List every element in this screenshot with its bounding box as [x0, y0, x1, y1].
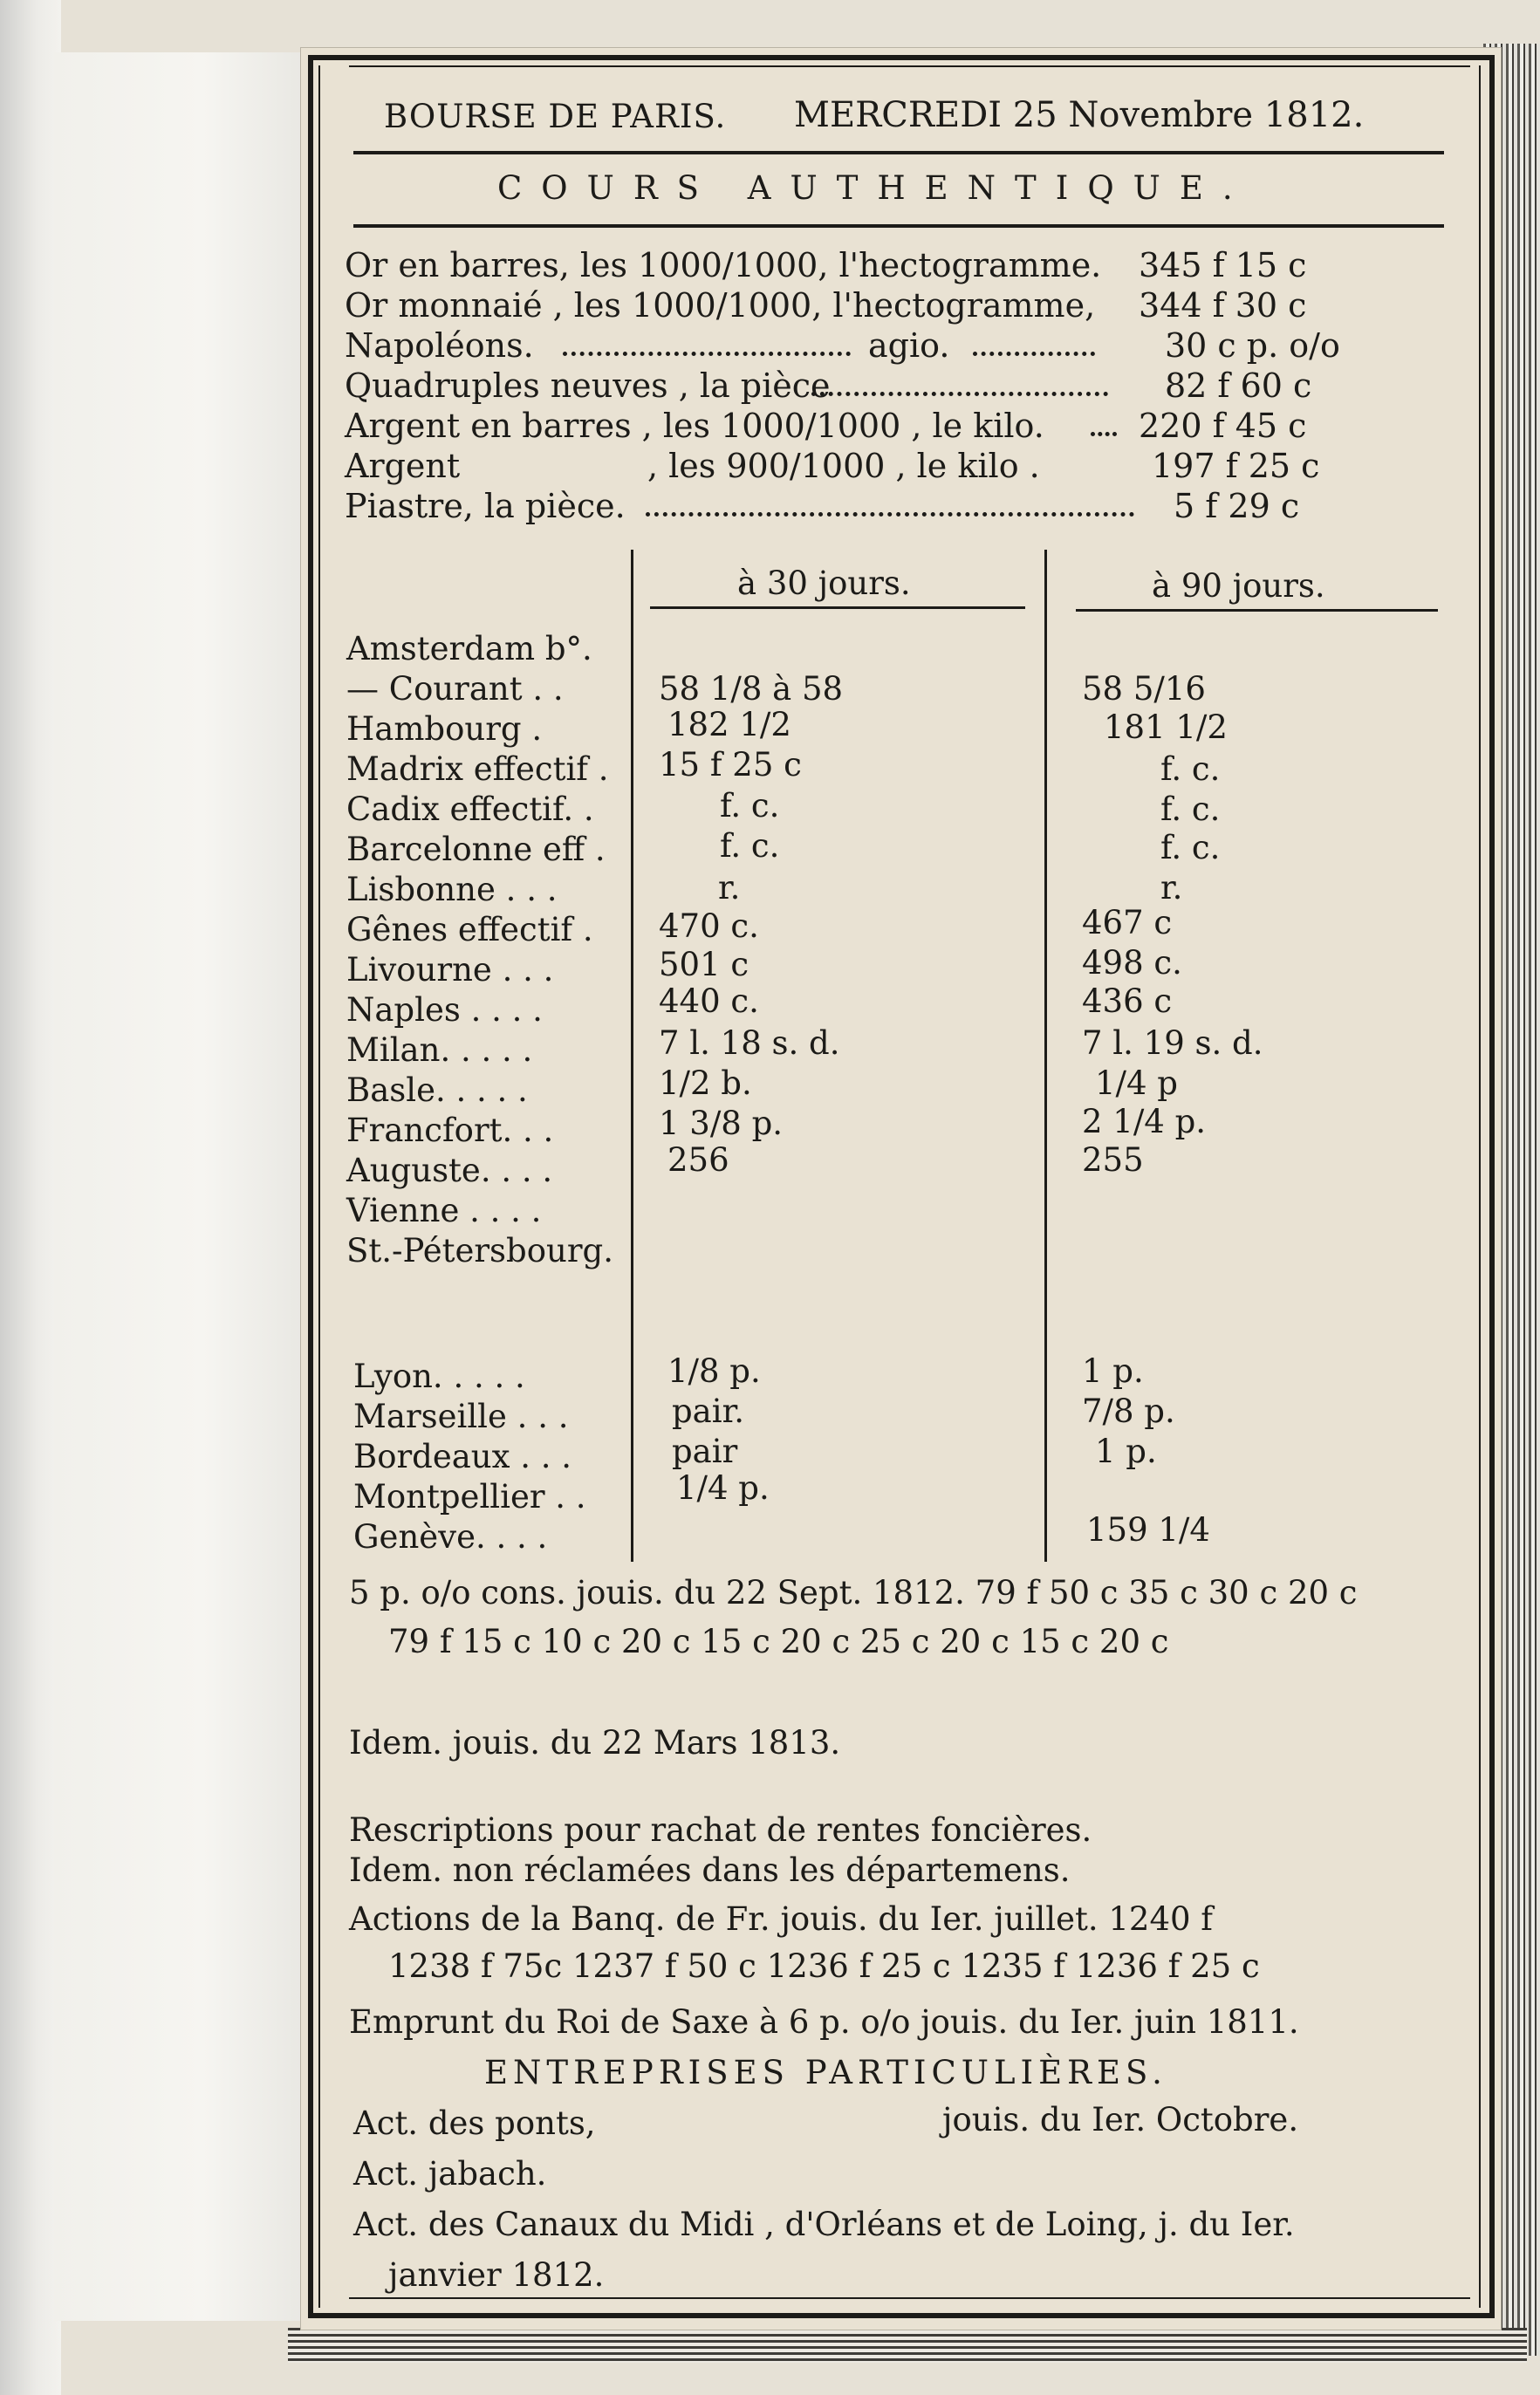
column-90-jours: à 90 jours. — [1152, 567, 1325, 605]
act-ponts-jouis: jouis. du Ier. Octobre. — [942, 2101, 1299, 2138]
act-canaux-date: janvier 1812. — [388, 2256, 605, 2294]
rate-30: 7 l. 18 s. d. — [659, 1024, 840, 1062]
place-madrid: Madrix effectif . — [346, 750, 609, 788]
rate-90: 467 c — [1082, 904, 1173, 941]
metal-mid: agio. — [868, 326, 950, 365]
rate-90: f. c. — [1160, 829, 1221, 866]
metal-value: 197 f 25 c — [1152, 447, 1320, 485]
place-geneve: Genève. . . . — [353, 1518, 548, 1556]
leader-dots — [973, 352, 1095, 356]
place-auguste: Auguste. . . . — [346, 1152, 553, 1189]
metal-label: Argent — [345, 447, 461, 485]
metal-value: 82 f 60 c — [1165, 366, 1312, 405]
metal-label: Or en barres, les 1000/1000, l'hectogramme. — [345, 246, 1102, 284]
place-vienne: Vienne . . . . — [346, 1192, 542, 1229]
rate-90: 1/4 p — [1095, 1064, 1178, 1102]
rate-90: 181 1/2 — [1104, 708, 1228, 746]
rate-90: r. — [1160, 869, 1183, 907]
rescriptions: Rescriptions pour rachat de rentes foncières. — [349, 1811, 1092, 1849]
column-30-jours: à 30 jours. — [737, 565, 911, 602]
frame-left — [308, 55, 313, 2318]
place-livourne: Livourne . . . — [346, 951, 554, 989]
rate-30: 440 c. — [659, 982, 759, 1020]
rate-90: 1 p. — [1082, 1352, 1144, 1390]
rate-30: r. — [718, 869, 741, 907]
place-barcelonne: Barcelonne eff . — [346, 831, 606, 868]
column-30-rule — [650, 606, 1025, 609]
act-ponts: Act. des ponts, — [353, 2104, 596, 2142]
frame-inner-bottom — [349, 2297, 1470, 2299]
act-jabach: Act. jabach. — [353, 2155, 547, 2193]
rate-90: f. c. — [1160, 750, 1221, 788]
metal-label: Piastre, la pièce. — [345, 487, 626, 525]
metal-label: Argent en barres , les 1000/1000 , le kilo. — [345, 407, 1044, 445]
metal-label: Or monnaié , les 1000/1000, l'hectogramme, — [345, 286, 1096, 325]
leader-dots — [1091, 432, 1117, 436]
rentes-line-2: 79 f 15 c 10 c 20 c 15 c 20 c 25 c 20 c 15 c 20 c — [388, 1623, 1169, 1660]
metal-value: 5 f 29 c — [1174, 487, 1300, 525]
actions-banque: Actions de la Banq. de Fr. jouis. du Ier. juillet. 1240 f — [349, 1900, 1214, 1938]
leader-dots — [811, 392, 1108, 396]
rate-30: f. c. — [720, 787, 780, 825]
rate-30: 256 — [667, 1141, 729, 1179]
rentes-idem: Idem. jouis. du 22 Mars 1813. — [349, 1724, 841, 1762]
place-genes: Gênes effectif . — [346, 911, 593, 948]
metal-value: 344 f 30 c — [1139, 286, 1307, 325]
rate-90: 1 p. — [1095, 1433, 1157, 1470]
rate-30: 1/4 p. — [676, 1469, 770, 1507]
rate-30: 182 1/2 — [667, 706, 791, 743]
frame-top — [308, 55, 1495, 60]
rate-90: 7 l. 19 s. d. — [1082, 1024, 1263, 1062]
table-divider-left — [631, 550, 633, 1562]
rate-30: pair — [672, 1433, 738, 1470]
place-montpellier: Montpellier . . — [353, 1478, 586, 1516]
rate-30: pair. — [672, 1393, 744, 1430]
metal-label: Quadruples neuves , la pièce — [345, 366, 831, 405]
rate-90: 2 1/4 p. — [1082, 1103, 1207, 1140]
rate-90: 7/8 p. — [1082, 1393, 1175, 1430]
leader-dots — [646, 512, 1134, 517]
frame-inner-left — [318, 65, 320, 2308]
rate-30: f. c. — [720, 827, 780, 865]
rate-90: 255 — [1082, 1141, 1144, 1179]
place-lisbonne: Lisbonne . . . — [346, 871, 558, 908]
blank-facing-page — [54, 52, 304, 2321]
title-rule — [353, 224, 1444, 228]
place-bordeaux: Bordeaux . . . — [353, 1438, 572, 1475]
table-divider-right — [1044, 550, 1047, 1562]
metal-value: 30 c p. o/o — [1165, 326, 1340, 365]
place-marseille: Marseille . . . — [353, 1398, 569, 1435]
act-canaux: Act. des Canaux du Midi , d'Orléans et de Loing, j. du Ier. — [353, 2206, 1295, 2243]
metal-value: 345 f 15 c — [1139, 246, 1307, 284]
rate-90: 58 5/16 — [1082, 670, 1206, 708]
place-hambourg: Hambourg . — [346, 710, 543, 748]
place-milan: Milan. . . . . — [346, 1031, 533, 1069]
place-basle: Basle. . . . . — [346, 1071, 528, 1109]
metal-mid: , les 900/1000 , le kilo . — [647, 447, 1040, 485]
rate-90: 498 c. — [1082, 944, 1182, 982]
page-title: COURS AUTHENTIQUE. — [497, 169, 1252, 207]
place-courant: — Courant . . — [346, 670, 564, 708]
rate-90: 436 c — [1082, 982, 1173, 1020]
place-naples: Naples . . . . — [346, 991, 543, 1029]
frame-inner-top — [349, 65, 1470, 67]
place-lyon: Lyon. . . . . — [353, 1358, 525, 1395]
place-francfort: Francfort. . . — [346, 1112, 554, 1149]
rate-30: 1 3/8 p. — [659, 1105, 784, 1142]
rate-30: 15 f 25 c — [659, 746, 802, 784]
book-gutter — [0, 0, 61, 2395]
header-date: MERCREDI 25 Novembre 1812. — [794, 95, 1365, 135]
frame-inner-right — [1479, 65, 1481, 2308]
metal-label: Napoléons. — [345, 326, 534, 365]
rate-90: f. c. — [1160, 790, 1221, 828]
rate-30: 1/8 p. — [667, 1352, 761, 1390]
frame-bottom — [308, 2313, 1495, 2318]
idem-non-reclamees: Idem. non réclamées dans les départemens. — [349, 1851, 1071, 1889]
rate-90: 159 1/4 — [1086, 1511, 1210, 1549]
column-90-rule — [1076, 609, 1438, 612]
place-amsterdam: Amsterdam b°. — [346, 630, 592, 667]
rate-30: 470 c. — [659, 907, 759, 945]
header-rule — [353, 151, 1444, 154]
rentes-line-1: 5 p. o/o cons. jouis. du 22 Sept. 1812. 79 f 50 c 35 c 30 c 20 c — [349, 1574, 1358, 1611]
place-cadix: Cadix effectif. . — [346, 790, 594, 828]
entreprises-heading: ENTREPRISES PARTICULIÈRES. — [484, 2054, 1167, 2091]
document-page — [301, 48, 1501, 2330]
actions-banque-prices: 1238 f 75c 1237 f 50 c 1236 f 25 c 1235 f 1236 f 25 c — [388, 1947, 1260, 1985]
rate-30: 58 1/8 à 58 — [659, 670, 844, 708]
emprunt-saxe: Emprunt du Roi de Saxe à 6 p. o/o jouis. du Ier. juin 1811. — [349, 2003, 1299, 2041]
rate-30: 501 c — [659, 946, 749, 983]
rate-30: 1/2 b. — [659, 1064, 752, 1102]
leader-dots — [563, 352, 851, 356]
place-st-petersbourg: St.-Pétersbourg. — [346, 1232, 613, 1269]
page-edges-bottom — [288, 2328, 1527, 2363]
header-bourse: BOURSE DE PARIS. — [384, 98, 727, 135]
frame-right — [1489, 55, 1495, 2318]
metal-value: 220 f 45 c — [1139, 407, 1307, 445]
